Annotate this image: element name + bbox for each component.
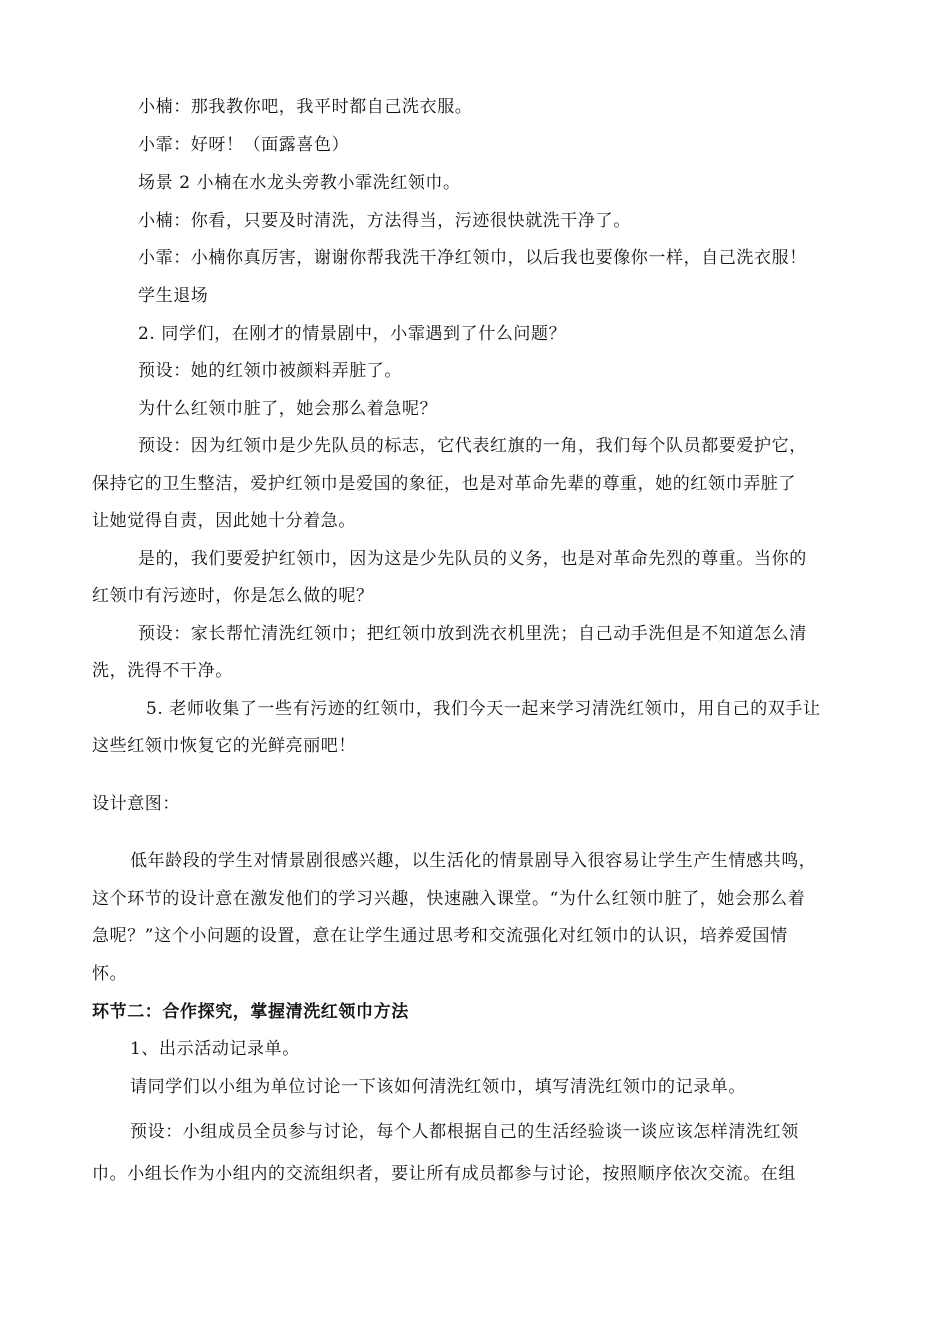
design-intent-line-2: 这个环节的设计意在激发他们的学习兴趣，快速融入课堂。“为什么红领巾脏了，她会那么着 — [92, 889, 806, 909]
design-intent-line-4: 怀。 — [92, 964, 128, 984]
summary-line-2: 红领巾有污迹时，你是怎么做的呢？ — [92, 586, 374, 606]
preset-answer-2-line-2: 保持它的卫生整洁，爱护红领巾是爱国的象征，也是对革命先辈的尊重，她的红领巾弄脏了 — [92, 474, 796, 494]
section-2-instruction: 请同学们以小组为单位讨论一下该如何清洗红领巾，填写清洗红领巾的记录单。 — [130, 1077, 746, 1097]
why-question: 为什么红领巾脏了，她会那么着急呢？ — [138, 399, 438, 419]
question-5-line-1: 5. 老师收集了一些有污迹的红领巾，我们今天一起来学习清洗红领巾，用自己的双手让 — [146, 699, 821, 719]
summary-line-1: 是的，我们要爱护红领巾，因为这是少先队员的义务，也是对革命先烈的尊重。当你的 — [138, 549, 807, 569]
section-2-heading: 环节二：合作探究，掌握清洗红领巾方法 — [92, 1002, 409, 1022]
section-2-step-1: 1、出示活动记录单。 — [130, 1039, 300, 1059]
design-intent-line-1: 低年龄段的学生对情景剧很感兴趣，以生活化的情景剧导入很容易让学生产生情感共鸣， — [130, 851, 817, 871]
dialogue-line-4: 小霏：小楠你真厉害，谢谢你帮我洗干净红领巾，以后我也要像你一样，自己洗衣服！ — [138, 248, 807, 268]
dialogue-line-1: 小楠：那我教你吧，我平时都自己洗衣服。 — [138, 97, 473, 117]
question-2: 2. 同学们，在刚才的情景剧中，小霏遇到了什么问题？ — [138, 324, 567, 344]
dialogue-line-3: 小楠：你看，只要及时清洗，方法得当，污迹很快就洗干净了。 — [138, 211, 631, 231]
section-2-preset-line-2: 巾。小组长作为小组内的交流组织者，要让所有成员都参与讨论，按照顺序依次交流。在组 — [92, 1164, 796, 1184]
preset-answer-1: 预设：她的红领巾被颜料弄脏了。 — [138, 361, 402, 381]
preset-answer-3-line-1: 预设：家长帮忙清洗红领巾；把红领巾放到洗衣机里洗；自己动手洗但是不知道怎么清 — [138, 624, 807, 644]
dialogue-line-2: 小霏：好呀！（面露喜色） — [138, 135, 350, 155]
design-intent-line-3: 急呢？”这个小问题的设置，意在让学生通过思考和交流强化对红领巾的认识，培养爱国情 — [92, 926, 788, 946]
preset-answer-2-line-1: 预设：因为红领巾是少先队员的标志，它代表红旗的一角，我们每个队员都要爱护它， — [138, 436, 807, 456]
preset-answer-2-line-3: 让她觉得自责，因此她十分着急。 — [92, 511, 356, 531]
preset-answer-3-line-2: 洗，洗得不干净。 — [92, 661, 233, 681]
exit-note: 学生退场 — [138, 286, 209, 306]
scene-2-line: 场景 2 小楠在水龙头旁教小霏洗红领巾。 — [138, 173, 461, 193]
design-intent-heading: 设计意图： — [92, 794, 180, 814]
section-2-preset-line-1: 预设：小组成员全员参与讨论，每个人都根据自己的生活经验谈一谈应该怎样清洗红领 — [130, 1122, 799, 1142]
question-5-line-2: 这些红领巾恢复它的光鲜亮丽吧！ — [92, 736, 356, 756]
